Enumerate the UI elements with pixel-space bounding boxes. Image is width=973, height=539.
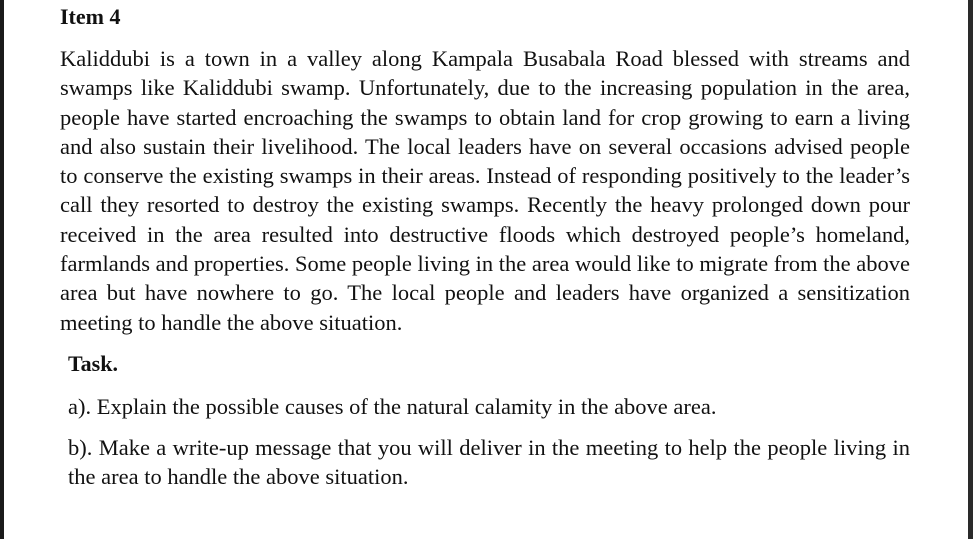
task-question-a: a). Explain the possible causes of the natural calamity in the above area.	[68, 394, 717, 419]
scenario-paragraph: Kaliddubi is a town in a valley along Kampala Busabala Road blessed with streams and swamps like Kaliddubi swamp. Unfortunately, due to the increasing population in the area, people have started encroaching the swamps to obtain land for crop growing to earn a living and also sustain their livelihood. The local leaders have on several occasions advised people to conserve the existing swamps in their areas. Instead of responding positively to the leader’s call they resorted to destroy the existing swamps. Recently the heavy prolonged down pour received in the area resulted into destructive floods which destroyed people’s homeland, farmlands and properties. Some people living in the area would like to migrate from the above area but have nowhere to go. The local people and leaders have organized a sensitization meeting to handle the above situation.	[60, 46, 910, 335]
task-question-b: b). Make a write-up message that you will deliver in the meeting to help the people living in the area to handle the above situation.	[68, 435, 910, 490]
right-edge-border	[968, 0, 973, 539]
task-label: Task.	[68, 351, 118, 376]
item-title: Item 4	[60, 4, 121, 29]
left-edge-border	[0, 0, 4, 539]
